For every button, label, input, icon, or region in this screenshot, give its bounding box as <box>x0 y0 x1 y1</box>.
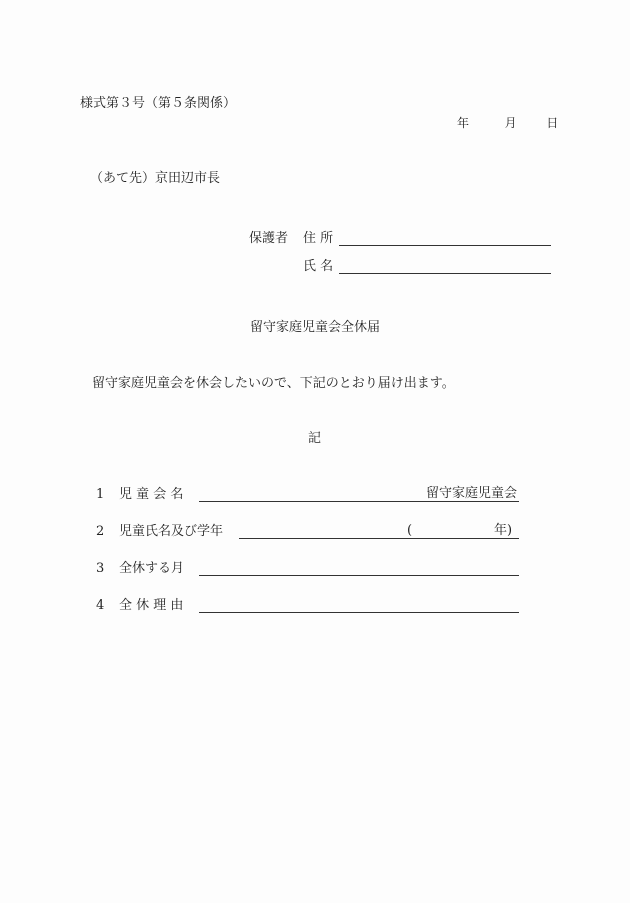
date-line <box>457 115 558 131</box>
guardian-label: 保護者 <box>249 231 289 246</box>
address-field[interactable] <box>339 245 551 246</box>
item-1-label: 児 童 会 名 <box>119 487 184 502</box>
item-2-paren-open: ( <box>407 523 413 538</box>
item-3-field[interactable] <box>199 575 519 576</box>
item-4-label: 全 休 理 由 <box>119 598 184 613</box>
item-2-paren-close: 年) <box>494 523 513 538</box>
form-number: 様式第３号（第５条関係） <box>80 96 237 111</box>
item-4-number: 4 <box>96 598 105 613</box>
date-month-label: 月 <box>504 116 517 130</box>
ki-heading: 記 <box>308 431 322 446</box>
body-text: 留守家庭児童会を休会したいので、下記のとおり届け出ます。 <box>92 376 455 391</box>
date-day-label: 日 <box>546 116 559 130</box>
item-1-suffix: 留守家庭児童会 <box>426 486 518 501</box>
addressee: （あて先）京田辺市長 <box>90 171 221 186</box>
date-year-label: 年 <box>457 116 470 130</box>
document-title: 留守家庭児童会全休届 <box>250 320 381 335</box>
item-4-field[interactable] <box>199 612 519 613</box>
address-label: 住 所 <box>303 231 334 246</box>
item-2-label: 児童氏名及び学年 <box>119 524 224 539</box>
name-label: 氏 名 <box>303 259 334 274</box>
item-2-number: 2 <box>96 524 105 539</box>
item-3-number: 3 <box>96 561 105 576</box>
name-field[interactable] <box>339 273 551 274</box>
item-2-field[interactable] <box>239 538 519 539</box>
item-3-label: 全休する月 <box>119 561 185 576</box>
item-1-number: 1 <box>96 487 105 502</box>
